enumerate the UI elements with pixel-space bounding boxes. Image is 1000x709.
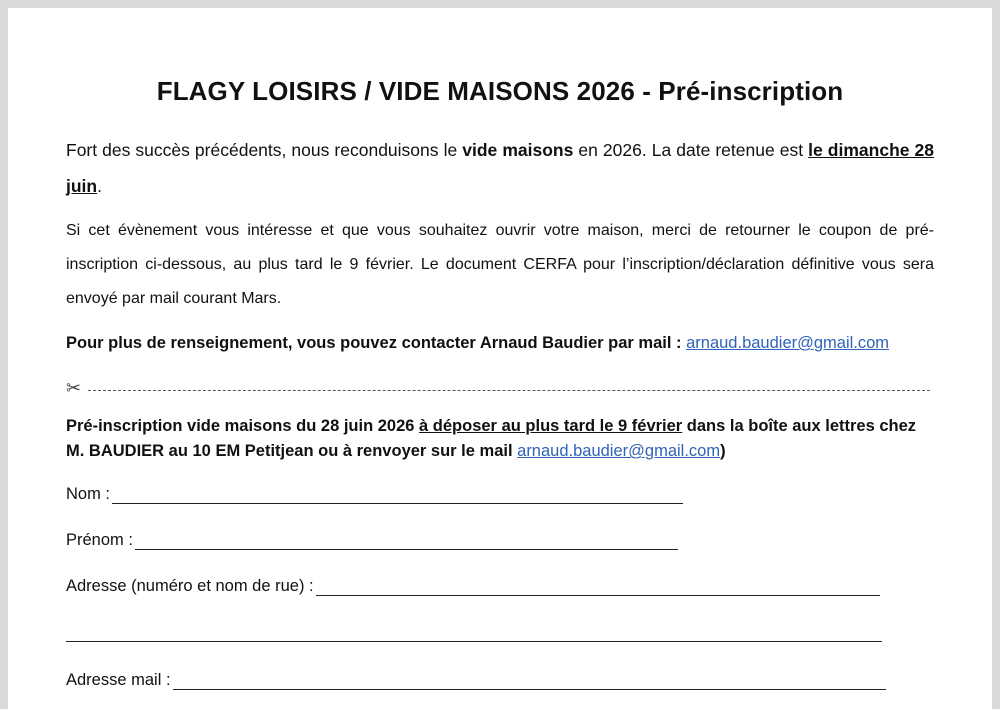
mail-input-line[interactable] [173, 671, 886, 690]
intro-end: . [97, 176, 102, 196]
adresse-continuation-field[interactable] [66, 618, 882, 642]
cut-line [66, 378, 930, 402]
prenom-label: Prénom : [66, 531, 133, 549]
prenom-input-line[interactable] [135, 531, 678, 550]
document-page [8, 8, 992, 709]
page-title: FLAGY LOISIRS / VIDE MAISONS 2026 - Pré-inscription [156, 76, 844, 106]
dashed-separator [88, 390, 930, 391]
intro-bold-vide-maisons: vide maisons [462, 140, 574, 160]
adresse-continuation-line[interactable] [66, 623, 882, 642]
adresse-label: Adresse (numéro et nom de rue) : [66, 577, 314, 595]
contact-email-link[interactable]: arnaud.baudier@gmail.com [686, 334, 890, 352]
coupon-close: ) [720, 442, 726, 460]
coupon-deadline: à déposer au plus tard le 9 février [419, 417, 683, 435]
coupon-part-1: Pré-inscription vide maisons du 28 juin 2026 [66, 417, 420, 435]
nom-input-line[interactable] [112, 485, 683, 504]
contact-paragraph [66, 330, 966, 356]
nom-field[interactable] [66, 480, 683, 504]
coupon-email-link[interactable]: arnaud.baudier@gmail.com [517, 442, 721, 460]
prenom-field[interactable] [66, 526, 678, 550]
nom-label: Nom : [66, 485, 111, 503]
coupon-part-2: dans la boîte aux lettres chez M. BAUDIER au 10 EM Petitjean ou à renvoyer sur le mail [66, 417, 917, 460]
adresse-field[interactable] [66, 572, 880, 596]
intro-paragraph [66, 132, 934, 204]
intro-text-2: en 2026. La date retenue est [573, 140, 809, 160]
details-paragraph: Si cet évènement vous intéresse et que vous souhaitez ouvrir votre maison, merci de retourner le coupon de pré-inscription ci-dessous, au plus tard le 9 février. Le document CERFA pour l’inscription/déclaration définitive vous sera envoyé par mail courant Mars. [66, 222, 934, 307]
event-date: le dimanche 28 juin [66, 140, 935, 196]
coupon-heading [66, 414, 932, 464]
scissors-icon: ✂ [66, 378, 82, 398]
adresse-input-line[interactable] [316, 577, 880, 596]
mail-field[interactable] [66, 666, 886, 690]
mail-label: Adresse mail : [66, 671, 171, 689]
contact-text: Pour plus de renseignement, vous pouvez contacter Arnaud Baudier par mail : [66, 334, 687, 352]
intro-text-1: Fort des succès précédents, nous reconduisons le [66, 140, 463, 160]
